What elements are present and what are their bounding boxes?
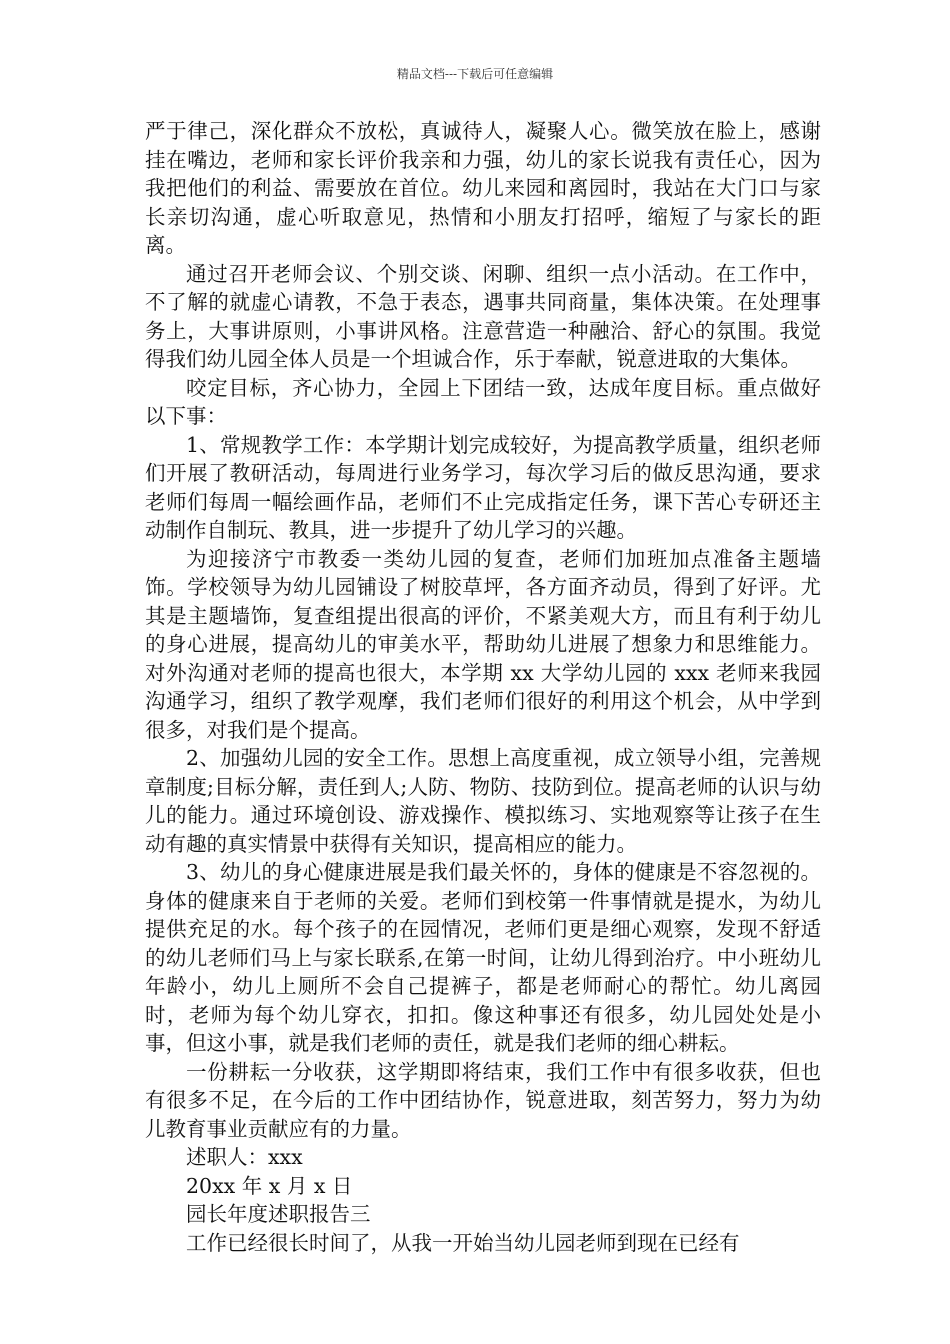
signature-date: 20xx 年 x 月 x 日 [186, 1173, 353, 1198]
signature-author: 述职人：xxx [186, 1145, 303, 1169]
section-first-line: 工作已经很长时间了，从我一开始当幼儿园老师到现在已经有 [186, 1230, 740, 1255]
paragraph-6: 2、加强幼儿园的安全工作。思想上高度重视，成立领导小组，完善规章制度;目标分解，责任到人;人防、物防、技防到位。提高老师的认识与幼儿的能力。通过环境创设、游戏操作、模拟练习、实地观察等让孩子在生动有趣的真实情景中获得有关知识，提高相应的能力。 [145, 746, 821, 856]
document-body [145, 117, 821, 1257]
page-header: 精品文档---下载后可任意编辑 [396, 67, 554, 81]
paragraph-1: 严于律己，深化群众不放松，真诚待人，凝聚人心。微笑放在脸上，感谢挂在嘴边，老师和家长评价我亲和力强，幼儿的家长说我有责任心，因为我把他们的利益、需要放在首位。幼儿来园和离园时，我站在大门口与家长亲切沟通，虚心听取意见，热情和小朋友打招呼，缩短了与家长的距离。 [145, 119, 821, 257]
paragraph-4: 1、常规教学工作：本学期计划完成较好，为提高教学质量，组织老师们开展了教研活动，每周进行业务学习，每次学习后的做反思沟通，要求老师们每周一幅绘画作品，老师们不止完成指定任务，课下苦心专研还主动制作自制玩、教具，进一步提升了幼儿学习的兴趣。 [145, 432, 821, 542]
section-title: 园长年度述职报告三 [186, 1202, 371, 1226]
paragraph-2: 通过召开老师会议、个别交谈、闲聊、组织一点小活动。在工作中，不了解的就虚心请教，不急于表态，遇事共同商量，集体决策。在处理事务上，大事讲原则，小事讲风格。注意营造一种融洽、舒心的氛围。我觉得我们幼儿园全体人员是一个坦诚合作，乐于奉献，锐意进取的大集体。 [145, 261, 821, 371]
paragraph-8: 一份耕耘一分收获，这学期即将结束，我们工作中有很多收获，但也有很多不足，在今后的工作中团结协作，锐意进取，刻苦努力，努力为幼儿教育事业贡献应有的力量。 [145, 1059, 821, 1141]
paragraph-7: 3、幼儿的身心健康进展是我们最关怀的，身体的健康是不容忽视的。身体的健康来自于老师的关爱。老师们到校第一件事情就是提水，为幼儿提供充足的水。每个孩子的在园情况，老师们更是细心观察，发现不舒适的幼儿老师们马上与家长联系,在第一时间，让幼儿得到治疗。中小班幼儿年龄小，幼儿上厕所不会自己提裤子，都是老师耐心的帮忙。幼儿离园时，老师为每个幼儿穿衣，扣扣。像这种事还有很多，幼儿园处处是小事，但这小事，就是我们老师的责任，就是我们老师的细心耕耘。 [145, 860, 821, 1055]
paragraph-3: 咬定目标，齐心协力，全园上下团结一致，达成年度目标。重点做好以下事： [145, 375, 821, 428]
paragraph-5: 为迎接济宁市教委一类幼儿园的复查，老师们加班加点准备主题墙饰。学校领导为幼儿园铺设了树胶草坪，各方面齐动员，得到了好评。尤其是主题墙饰，复查组提出很高的评价，不紧美观大方，而且有利于幼儿的身心进展，提高幼儿的审美水平，帮助幼儿进展了想象力和思维能力。对外沟通对老师的提高也很大，本学期 xx 大学幼儿园的 xxx 老师来我园沟通学习，组织了教学观摩，我们老师们很好的利用这个机会，从中学到很多，对我们是个提高。 [145, 546, 821, 742]
